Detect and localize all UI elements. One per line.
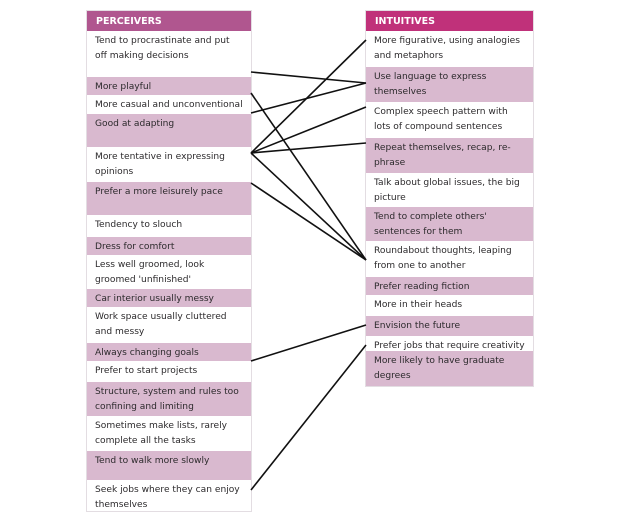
perceivers-item: More casual and unconventional bbox=[87, 95, 251, 114]
link-line bbox=[251, 83, 366, 113]
perceivers-item: Good at adapting bbox=[87, 114, 251, 147]
link-line bbox=[251, 153, 366, 260]
perceivers-header: PERCEIVERS bbox=[87, 11, 251, 31]
intuitives-item: Envision the future bbox=[366, 316, 533, 336]
intuitives-header: INTUITIVES bbox=[366, 11, 533, 31]
perceivers-item: Dress for comfort bbox=[87, 237, 251, 255]
intuitives-item: More in their heads bbox=[366, 295, 533, 316]
intuitives-item: More figurative, using analogies and metaphors bbox=[366, 31, 533, 77]
intuitives-item: Roundabout thoughts, leaping from one to another bbox=[366, 241, 533, 277]
perceivers-item: Less well groomed, look groomed 'unfinished' bbox=[87, 255, 251, 289]
intuitives-item: Prefer reading fiction bbox=[366, 277, 533, 295]
link-line bbox=[251, 72, 366, 83]
link-line bbox=[251, 107, 366, 153]
intuitives-item: Repeat themselves, recap, re-phrase bbox=[366, 138, 533, 173]
perceivers-item: Sometimes make lists, rarely complete all the tasks bbox=[87, 416, 251, 451]
perceivers-item: Tend to procrastinate and put off making decisions bbox=[87, 31, 251, 77]
perceivers-item: Prefer a more leisurely pace bbox=[87, 182, 251, 215]
link-line bbox=[251, 40, 366, 153]
link-line bbox=[251, 325, 366, 361]
intuitives-item: More likely to have graduate degrees bbox=[366, 351, 533, 386]
intuitives-item: Prefer jobs that require creativity bbox=[366, 336, 533, 351]
perceivers-item: Seek jobs where they can enjoy themselves bbox=[87, 480, 251, 511]
perceivers-item: More playful bbox=[87, 77, 251, 95]
perceivers-item: Car interior usually messy bbox=[87, 289, 251, 307]
perceivers-item: Work space usually cluttered and messy bbox=[87, 307, 251, 343]
perceivers-item: Structure, system and rules too confining and limiting bbox=[87, 382, 251, 416]
perceivers-item: Prefer to start projects bbox=[87, 361, 251, 382]
perceivers-item: Always changing goals bbox=[87, 343, 251, 361]
intuitives-item: Talk about global issues, the big picture bbox=[366, 173, 533, 207]
perceivers-item: More tentative in expressing opinions bbox=[87, 147, 251, 182]
perceivers-item: Tendency to slouch bbox=[87, 215, 251, 237]
link-line bbox=[251, 183, 366, 260]
intuitives-item: Tend to complete others' sentences for them bbox=[366, 207, 533, 241]
perceivers-item: Tend to walk more slowly bbox=[87, 451, 251, 480]
link-line bbox=[251, 93, 366, 260]
link-line bbox=[251, 345, 366, 490]
intuitives-item: Use language to express themselves bbox=[366, 67, 533, 102]
intuitives-item: Complex speech pattern with lots of compound sentences bbox=[366, 102, 533, 138]
link-line bbox=[251, 143, 366, 153]
